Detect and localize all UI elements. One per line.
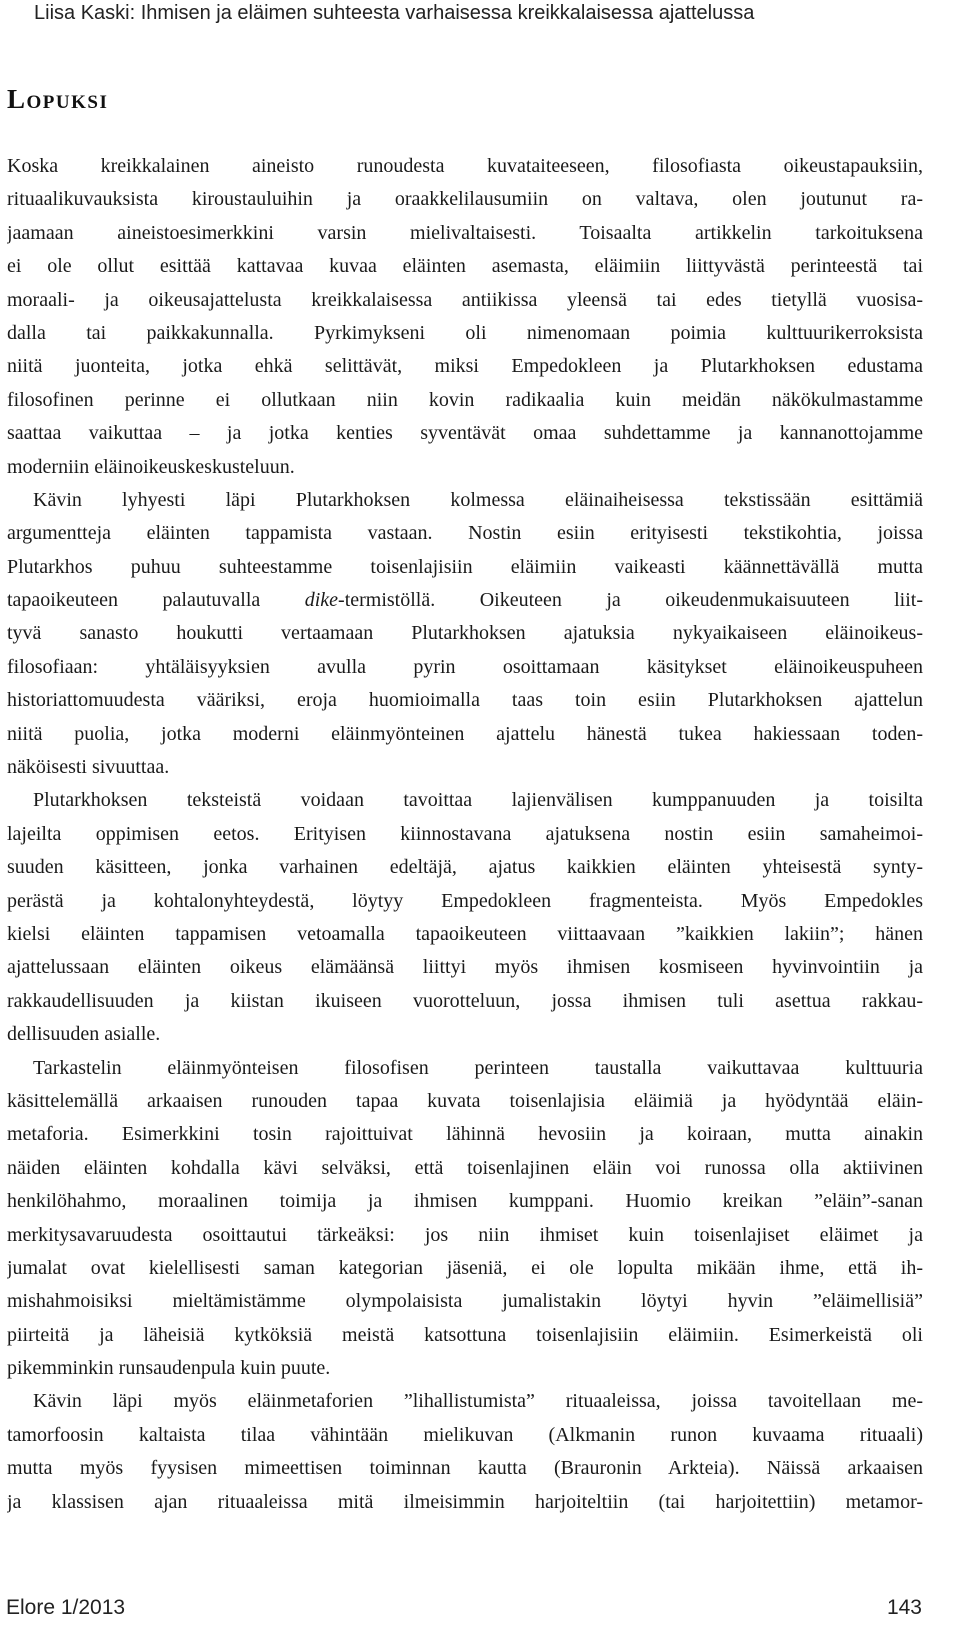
- text-line: metaforia. Esimerkkini tosin rajoittuivat lähinnä hevosiin ja koiraan, mutta ainakin: [7, 1123, 923, 1146]
- text-line: ei ole ollut esittää kattavaa kuvaa eläinten asemasta, eläimiin liittyvästä perinteestä tai: [7, 255, 923, 278]
- running-header: Liisa Kaski: Ihmisen ja eläimen suhteesta varhaisessa kreikkalaisessa ajattelussa: [34, 2, 755, 24]
- text-line: historiattomuudesta vääriksi, eroja huomioimalla taas toin esiin Plutarkhoksen ajattelun: [7, 689, 923, 712]
- text-line: filosofiaan: yhtäläisyyksien avulla pyrin osoittamaan käsitykset eläinoikeuspuheen: [7, 655, 923, 678]
- text-line: argumentteja eläinten tappamista vastaan. Nostin esiin erityisesti tekstikohtia, joissa: [7, 522, 923, 545]
- footer-journal: Elore 1/2013: [6, 1596, 126, 1619]
- text-line: Tarkastelin eläinmyönteisen filosofisen perinteen taustalla vaikuttavaa kulttuuria: [33, 1056, 923, 1079]
- text-line: perästä ja kohtalonyhteydestä, löytyy Empedokleen fragmenteista. Myös Empedokles: [7, 889, 923, 912]
- text-line: Kävin lyhyesti läpi Plutarkhoksen kolmessa eläinaiheisessa tekstissään esittämiä: [33, 488, 923, 511]
- paragraph-4: [7, 1052, 923, 1386]
- italic-term: dike: [304, 589, 339, 612]
- text-line: saattaa vaikuttaa – ja jotka kenties syventävät omaa suhdettamme ja kannanottojamme: [7, 422, 923, 445]
- text-line: mutta myös fyysisen mimeettisen toiminnan kautta (Brauronin Arkteia). Näissä arkaaisen: [7, 1457, 923, 1480]
- section-title: Lopuksi: [7, 84, 109, 114]
- text-line: jumalat ovat kielellisesti saman kategorian jäseniä, ei ole lopulta mikään ihme, että ih-: [7, 1256, 923, 1279]
- text-line: moderniin eläinoikeuskeskusteluun.: [7, 455, 295, 478]
- text-line: filosofinen perinne ei ollutkaan niin kovin radikaalia kuin meidän näkökulmastamme: [7, 388, 923, 411]
- text-line: tamorfoosin kaltaista tilaa vähintään mielikuvan (Alkmanin runon kuvaama rituaali): [7, 1423, 923, 1446]
- text-line: mishahmoisiksi mieltämistämme olympolaisista jumalistakin löytyi hyvin ”eläimellisiä”: [7, 1290, 923, 1313]
- text-line: pikemminkin runsaudenpula kuin puute.: [7, 1357, 331, 1380]
- paragraph-3: [7, 784, 923, 1051]
- text-line: tapaoikeuteen palautuvalla dike-termistöllä. Oikeuteen ja oikeudenmukaisuuteen liit-: [7, 589, 923, 612]
- text-line: Plutarkhos puhuu suhteestamme toisenlajisiin eläimiin vaikeasti käännettävällä mutta: [7, 555, 923, 578]
- text-line: niitä juonteita, jotka ehkä selittävät, miksi Empedokleen ja Plutarkhoksen edustama: [7, 355, 923, 378]
- text-line: dellisuuden asialle.: [7, 1023, 161, 1046]
- text-line: ajattelussaan eläinten oikeus elämäänsä liittyi myös ihmisen kosmiseen hyvinvointiin ja: [7, 956, 923, 979]
- text-line: tyvä sanasto houkutti vertaamaan Plutarkhoksen ajatuksia nykyaikaiseen eläinoikeus-: [7, 622, 923, 645]
- text-line: suuden käsitteen, jonka varhainen edeltäjä, ajatus kaikkien eläinten yhteisestä synty-: [7, 856, 923, 879]
- text-line: ja klassisen ajan rituaaleissa mitä ilmeisimmin harjoiteltiin (tai harjoitettiin) metamor-: [7, 1490, 923, 1513]
- text-line: käsittelemällä arkaaisen runouden tapaa kuvata toisenlajisia eläimiä ja hyödyntää eläin-: [7, 1089, 923, 1112]
- text-line: lajeilta oppimisen eetos. Erityisen kiinnostavana ajatuksena nostin esiin samaheimoi-: [7, 822, 923, 845]
- text-line: rituaalikuvauksista kiroustauluihin ja oraakkelilausumiin on valtava, olen joutunut ra-: [7, 188, 923, 211]
- paragraph-1: [7, 150, 923, 484]
- text-line: niitä puolia, jotka moderni eläinmyönteinen ajattelu hänestä tukea hakiessaan toden-: [7, 722, 923, 745]
- paragraph-5: [7, 1385, 923, 1519]
- text-line: henkilöhahmo, moraalinen toimija ja ihmisen kumppani. Huomio kreikan ”eläin”-sanan: [7, 1190, 923, 1213]
- paragraph-2: [7, 484, 923, 785]
- footer-page-number: 143: [886, 1596, 922, 1619]
- text-line: kielsi eläinten tappamisen vetoamalla tapaoikeuteen viittaavaan ”kaikkien lakiin”; hänen: [7, 922, 923, 945]
- text-line: dalla tai paikkakunnalla. Pyrkimykseni oli nimenomaan poimia kulttuurikerroksista: [7, 321, 923, 344]
- text-line: piirteitä ja läheisiä kytköksiä meistä katsottuna toisenlajisiin eläimiin. Esimerkeistä oli: [7, 1323, 923, 1346]
- text-line: moraali- ja oikeusajattelusta kreikkalaisessa antiikissa yleensä tai edes tietyllä vuosisa-: [7, 288, 923, 311]
- text-line: näiden eläinten kohdalla kävi selväksi, että toisenlajinen eläin voi runossa olla aktiivinen: [7, 1156, 923, 1179]
- text-line: rakkaudellisuuden ja kiistan ikuiseen vuorotteluun, jossa ihmisen tuli asettua rakkau-: [7, 989, 923, 1012]
- text-line: Plutarkhoksen teksteistä voidaan tavoittaa lajienvälisen kumppanuuden ja toisilta: [33, 789, 923, 812]
- text-line: näköisesti sivuuttaa.: [7, 756, 170, 779]
- text-line: merkitysavaruudesta osoittautui tärkeäksi: jos niin ihmiset kuin toisenlajiset eläimet ja: [7, 1223, 923, 1246]
- text-line: jaamaan aineistoesimerkkini varsin mielivaltaisesti. Toisaalta artikkelin tarkoituksena: [7, 221, 923, 244]
- text-line: Koska kreikkalainen aineisto runoudesta kuvataiteeseen, filosofiasta oikeustapauksiin,: [7, 155, 923, 177]
- body-text: [7, 150, 923, 1519]
- text-line: Kävin läpi myös eläinmetaforien ”lihallistumista” rituaaleissa, joissa tavoitellaan me-: [33, 1390, 923, 1413]
